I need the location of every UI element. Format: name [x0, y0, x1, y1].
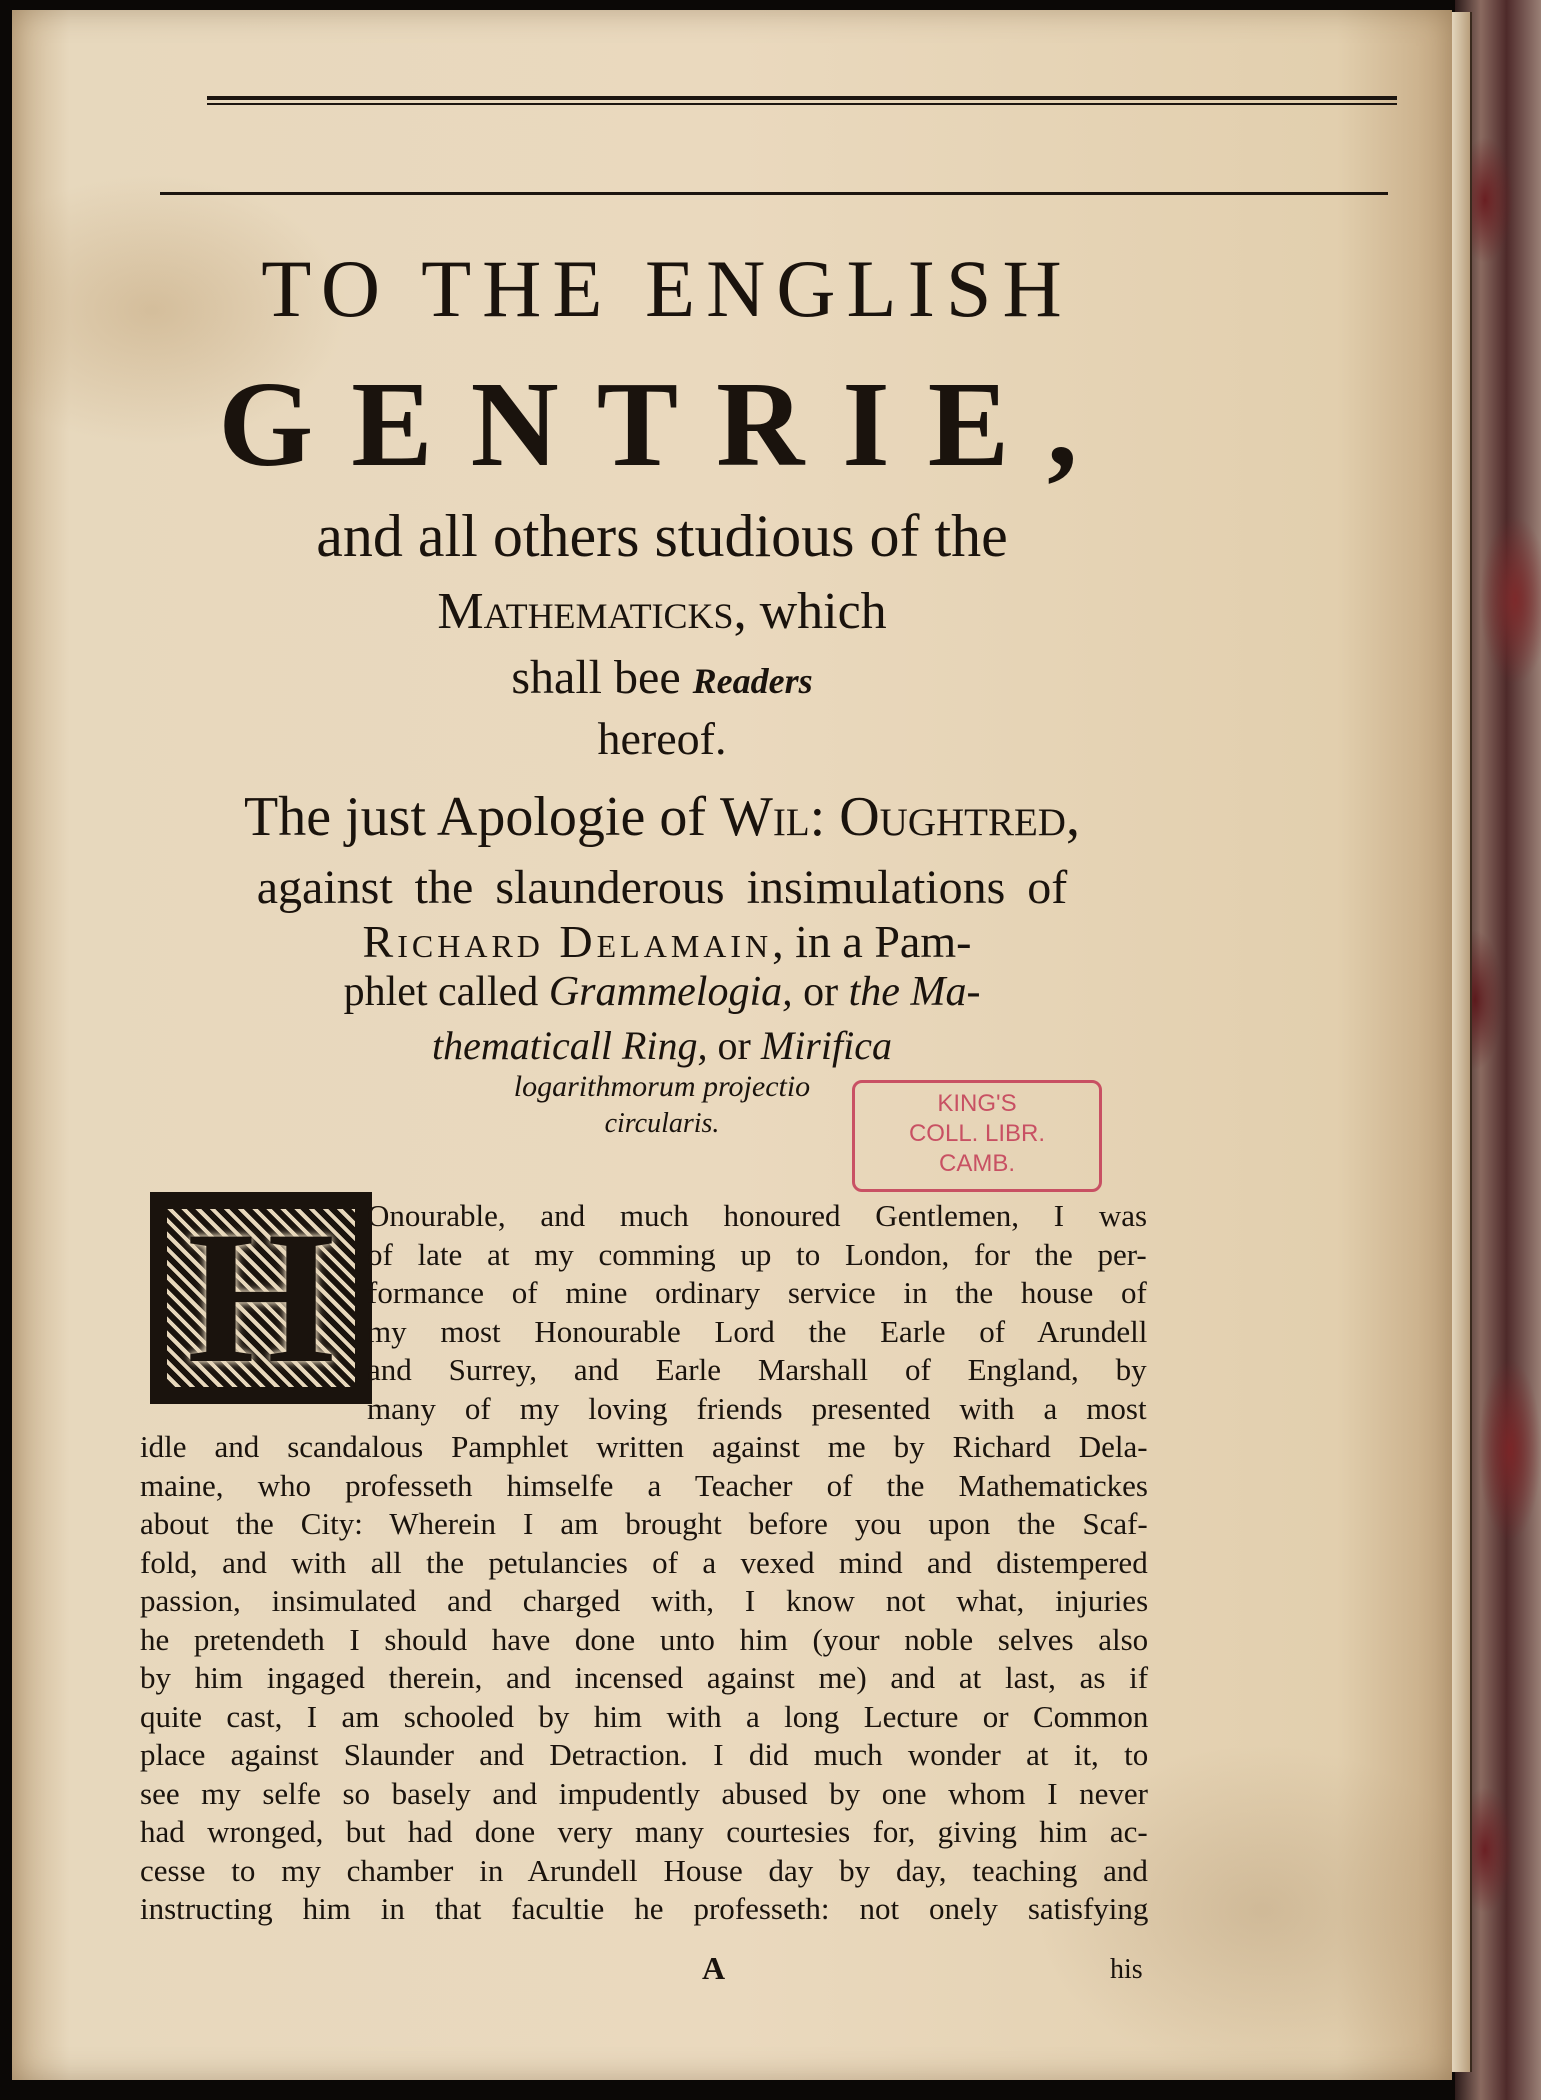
stamp-line-3: CAMB.	[938, 1150, 1015, 1177]
decorated-initial	[150, 1192, 372, 1404]
body-line: and Surrey, and Earle Marshall of England, by	[367, 1352, 1147, 1387]
body-line: by him ingaged therein, and incensed against me) and at last, as if	[140, 1660, 1149, 1695]
body-line: many of my loving friends presented with a most	[367, 1390, 1147, 1426]
catchword: his	[1110, 1954, 1143, 1985]
library-stamp	[852, 1080, 1102, 1192]
top-rule	[207, 96, 1397, 100]
body-line: passion, insimulated and charged with, I know not what, injuries	[140, 1583, 1149, 1618]
body-line: formance of mine ordinary service in the house of	[367, 1275, 1147, 1310]
body-line: fold, and with all the petulancies of a vexed mind and distempered	[140, 1544, 1148, 1580]
subtitle-line-7: circularis.	[604, 1108, 720, 1139]
subtitle-line-6: logarithmorum projectio	[513, 1070, 811, 1103]
readers-text: Readers	[692, 661, 813, 701]
body-line: quite cast, I am schooled by him with a long Lecture or Common	[140, 1698, 1149, 1734]
ring-text: thematicall Ring,	[432, 1023, 708, 1068]
or-text: or	[792, 969, 849, 1015]
title-line-1: TO THE ENGLISH	[261, 243, 1073, 334]
title-line-4	[262, 582, 1062, 641]
body-line: of late at my comming up to London, for the per-	[367, 1236, 1147, 1272]
book-page	[12, 10, 1452, 2080]
body-line: maine, who professeth himselfe a Teacher of the Mathematickes	[140, 1467, 1148, 1503]
body-line: about the City: Wherein I am brought before you upon the Scaf-	[140, 1506, 1148, 1541]
title-line-6: hereof.	[597, 713, 727, 764]
title-line-2: GENTRIE,	[218, 357, 1116, 492]
initial-letter: H	[187, 1193, 335, 1403]
shall-bee-text: shall bee	[511, 651, 693, 704]
stamp-line-1: KING'S	[937, 1090, 1017, 1117]
phlet-called-text: phlet called	[343, 969, 549, 1015]
title-line-5	[362, 650, 962, 705]
body-line: my most Honourable Lord the Earle of Arundell	[367, 1313, 1148, 1349]
which-text: , which	[733, 583, 887, 640]
stamp-line-2: COLL. LIBR.	[908, 1120, 1046, 1147]
the-ma-text: the Ma-	[848, 969, 981, 1015]
body-line: see my selfe so basely and impudently abused by one whom I never	[140, 1775, 1148, 1811]
grammelogia-text: Grammelogia,	[548, 969, 793, 1015]
apologie-text: The just Apologie of	[244, 786, 720, 848]
body-line: idle and scandalous Pamphlet written against me by Richard Dela-	[140, 1429, 1148, 1464]
top-rule-thin	[207, 103, 1397, 105]
body-line: instructing him in that facultie he professeth: not onely satisfying	[140, 1891, 1149, 1926]
mathematicks-text: Mathematicks	[437, 583, 734, 640]
header-rule	[160, 192, 1388, 195]
body-line: place against Slaunder and Detraction. I did much wonder at it, to	[140, 1737, 1149, 1772]
body-line: cesse to my chamber in Arundell House day by day, teaching and	[140, 1852, 1148, 1888]
body-line: Onourable, and much honoured Gentlemen, I was	[367, 1198, 1148, 1233]
title-line-3: and all others studious of the	[316, 503, 1008, 569]
body-line: had wronged, but had done very many courtesies for, giving him ac-	[140, 1814, 1148, 1849]
subtitle-line-2: against the slaunderous insimulations of	[256, 861, 1068, 914]
mirifica-text: Mirifica	[760, 1023, 892, 1068]
subtitle-line-1	[132, 785, 1192, 849]
signature-mark: A	[702, 1950, 726, 1986]
pamphlet-text: , in a Pam-	[772, 916, 972, 967]
delamain-name: Richard Delamain	[362, 916, 773, 967]
subtitle-line-5	[342, 1022, 982, 1069]
subtitle-line-3	[242, 915, 1092, 968]
body-line: he pretendeth I should have done unto him (your noble selves also	[140, 1621, 1149, 1657]
or-text-2: or	[707, 1023, 761, 1068]
subtitle-line-4	[272, 968, 1052, 1016]
author-name: Wil: Oughtred,	[719, 786, 1080, 848]
